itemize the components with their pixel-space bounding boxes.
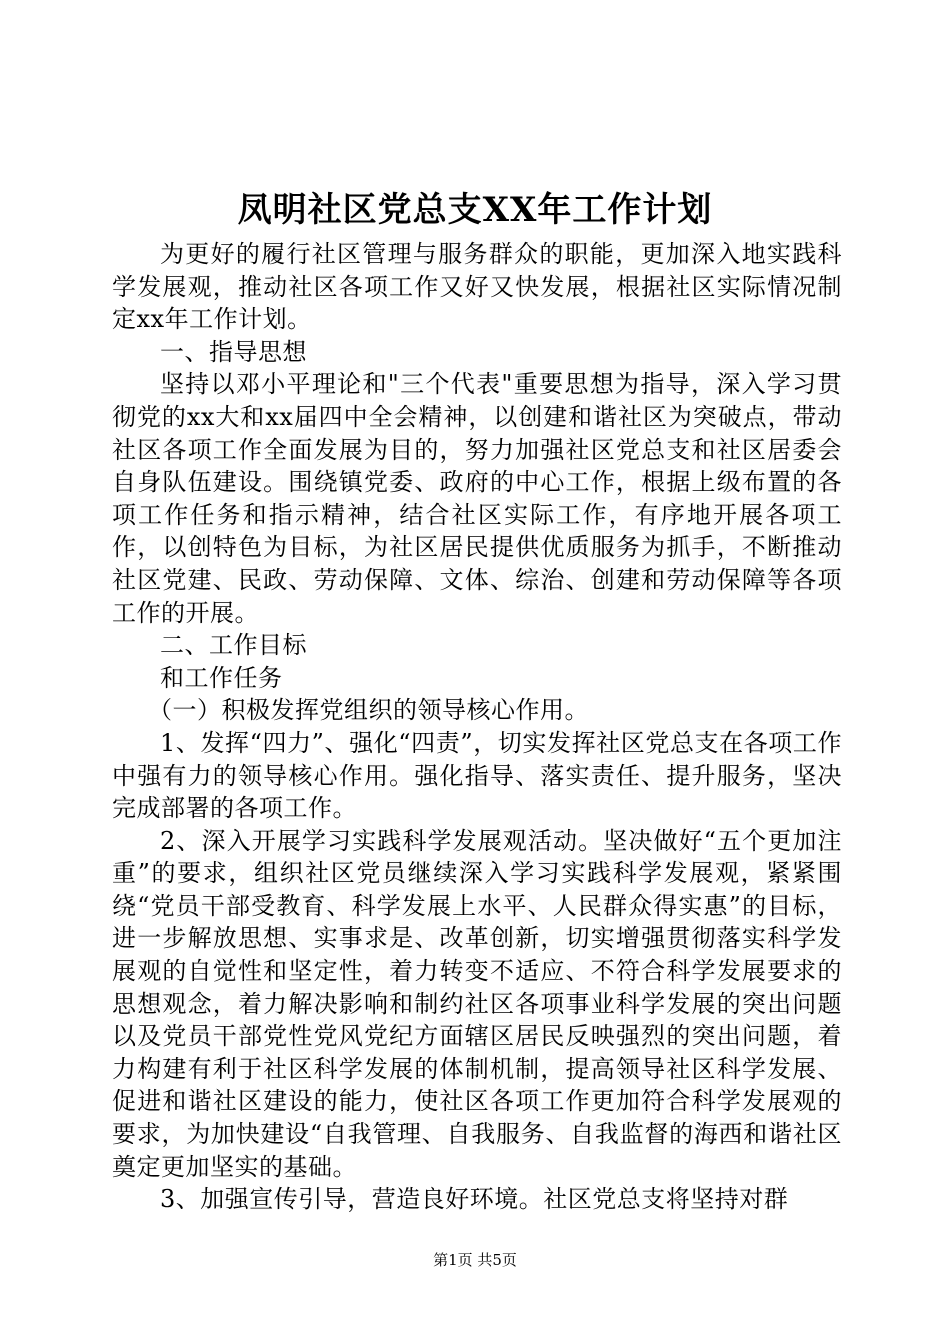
section-heading-guiding-thought: 一、指导思想 xyxy=(160,337,307,366)
paragraph-intro: 为更好的履行社区管理与服务群众的职能，更加深入地实践科学发展观，推动社区各项工作又好又快发展，根据社区实际情况制定xx年工作计划。 xyxy=(112,240,842,334)
paragraph-guiding-thought: 坚持以邓小平理论和"三个代表"重要思想为指导，深入学习贯彻党的xx大和xx届四中全会精神，以创建和谐社区为突破点，带动社区各项工作全面发展为目的，努力加强社区党总支和社区居委会自身队伍建设。围绕镇党委、政府的中心工作，根据上级布置的各项工作任务和指示精神，结合社区实际工作，有序地开展各项工作，以创特色为目标，为社区居民提供优质服务为抓手，不断推动社区党建、民政、劳动保障、文体、综治、创建和劳动保障等各项工作的开展。 xyxy=(112,370,842,627)
page-number-footer: 第1页 共5页 xyxy=(433,1251,517,1269)
section-heading-work-tasks: 和工作任务 xyxy=(160,663,283,692)
paragraph-item-2: 2、深入开展学习实践科学发展观活动。坚决做好“五个更加注重”的要求，组织社区党员继续深入学习实践科学发展观，紧紧围绕“党员干部受教育、科学发展上水平、人民群众得实惠”的目标，进一步解放思想、实事求是、改革创新，切实增强贯彻落实科学发展观的自觉性和坚定性，着力转变不适应、不符合科学发展要求的思想观念，着力解决影响和制约社区各项事业科学发展的突出问题以及党员干部党性党风党纪方面辖区居民反映强烈的突出问题，着力构建有利于社区科学发展的体制机制，提高领导社区科学发展、促进和谐社区建设的能力，使社区各项工作更加符合科学发展观的要求，为加快建设“自我管理、自我服务、自我监督的海西和谐社区奠定更加坚实的基础。 xyxy=(112,826,842,1181)
document-title: 凤明社区党总支XX年工作计划 xyxy=(237,190,713,230)
section-heading-work-goals: 二、工作目标 xyxy=(160,631,307,660)
paragraph-item-3: 3、加强宣传引导，营造良好环境。社区党总支将坚持对群 xyxy=(160,1185,789,1214)
subsection-heading-party-role: （一）积极发挥党组织的领导核心作用。 xyxy=(148,696,589,725)
paragraph-item-1: 1、发挥“四力”、强化“四责”，切实发挥社区党总支在各项工作中强有力的领导核心作用。强化指导、落实责任、提升服务，坚决完成部署的各项工作。 xyxy=(112,728,842,823)
document-body xyxy=(112,238,842,1216)
